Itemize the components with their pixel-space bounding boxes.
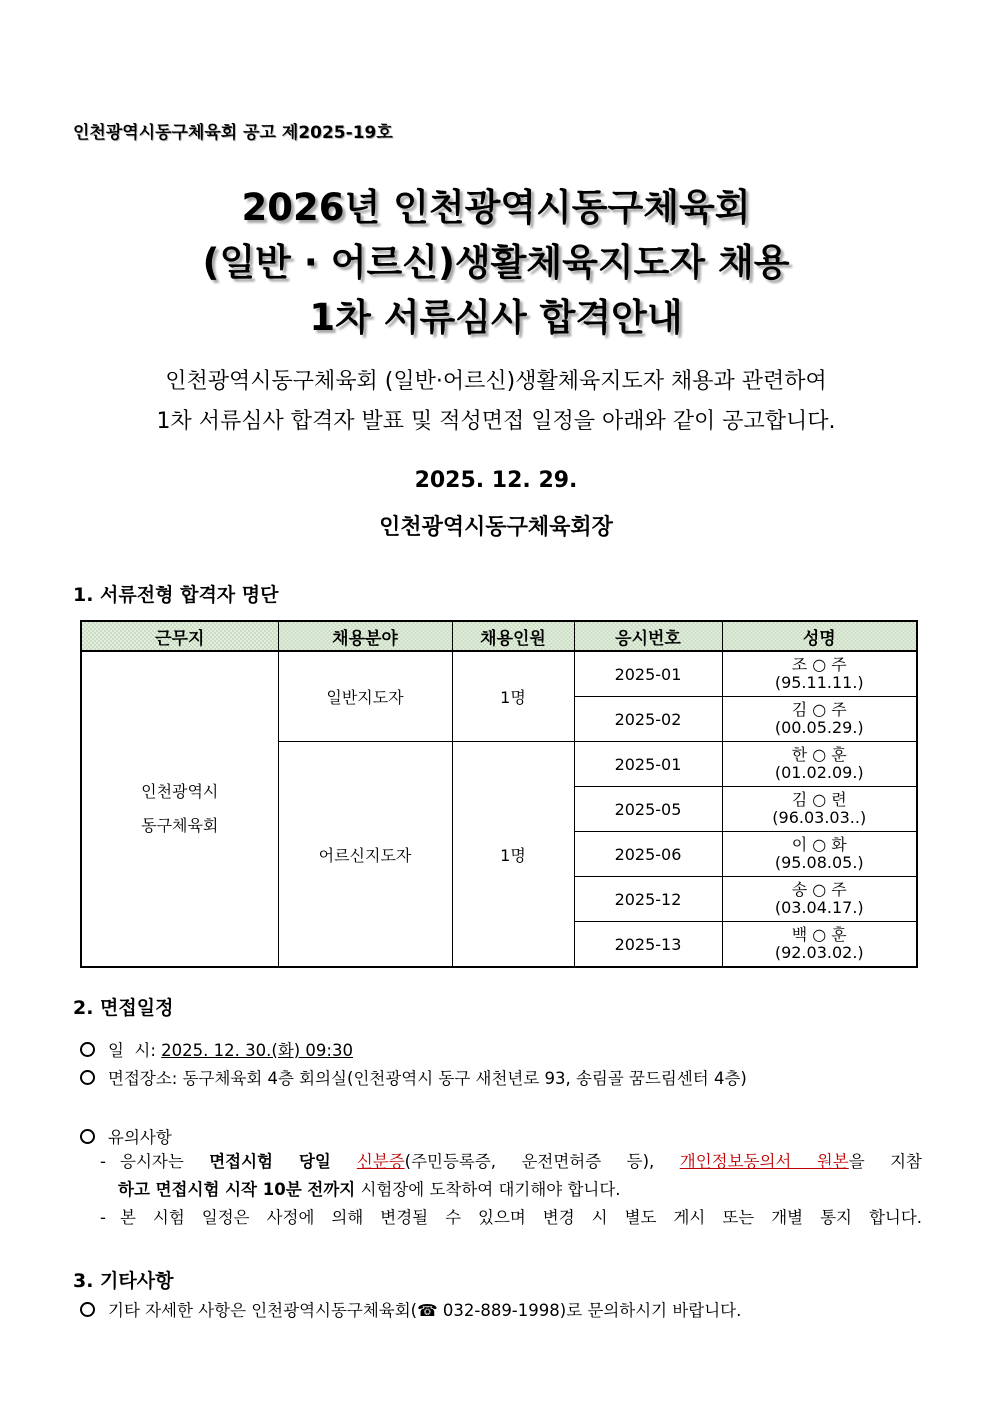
section-3-heading: 3. 기타사항 xyxy=(73,1270,174,1292)
circle-bullet-icon xyxy=(80,1042,95,1057)
applicant-birth: (00.05.29.) xyxy=(774,718,864,737)
datetime-label: 일 시: xyxy=(108,1041,162,1060)
count-cell: 1명 xyxy=(452,742,574,968)
applicant-name: 김 ○ 주 xyxy=(791,700,847,719)
applicant-name: 김 ○ 련 xyxy=(791,790,847,809)
applicant-number: 2025-02 xyxy=(574,697,722,742)
applicant-name-cell xyxy=(722,922,917,968)
header-name: 성명 xyxy=(722,621,917,651)
applicant-name: 조 ○ 주 xyxy=(791,655,847,674)
table-row xyxy=(81,651,917,697)
applicant-number: 2025-13 xyxy=(574,922,722,968)
table-header-row xyxy=(81,621,917,651)
note-1-comma: , xyxy=(649,1152,680,1171)
notes-heading-label: 유의사항 xyxy=(108,1128,172,1147)
section-2-heading: 2. 면접일정 xyxy=(73,997,174,1019)
applicant-number: 2025-01 xyxy=(574,651,722,697)
applicant-name-cell xyxy=(722,651,917,697)
note-1-bold: 면접시험 당일 xyxy=(209,1152,357,1171)
applicant-birth: (01.02.09.) xyxy=(774,763,864,782)
notice-number: 인천광역시동구체육회 공고 제2025-19호 xyxy=(73,123,393,143)
applicant-name: 한 ○ 훈 xyxy=(791,745,847,764)
note-1-line-2 xyxy=(100,1176,922,1204)
applicant-name: 송 ○ 주 xyxy=(791,880,847,899)
note-1-line-1: - 응시자는 면접시험 당일 신분증(주민등록증, 운전면허증 등), 개인정보동의서 원본을 지참 xyxy=(100,1152,922,1171)
note-1-bring: 을 지참 xyxy=(848,1152,922,1171)
note-1-line-2-rest: 시험장에 도착하여 대기해야 합니다. xyxy=(355,1180,621,1199)
note-2-text: 본 시험 일정은 사정에 의해 변경될 수 있으며 변경 시 별도 게시 또는 개별 통지 합니다. xyxy=(120,1208,922,1227)
intro-line-2: 1차 서류심사 합격자 발표 및 적성면접 일정을 아래와 같이 공고합니다. xyxy=(156,409,836,434)
applicant-birth: (95.08.05.) xyxy=(774,853,864,872)
note-1-time-bold: 하고 면접시험 시작 10분 전까지 xyxy=(118,1180,356,1199)
applicant-number: 2025-01 xyxy=(574,742,722,787)
count-cell: 1명 xyxy=(452,651,574,742)
interview-place xyxy=(80,1065,747,1089)
applicant-birth: (96.03.03..) xyxy=(772,808,867,827)
applicant-birth: (95.11.11.) xyxy=(774,673,864,692)
applicant-name: 백 ○ 훈 xyxy=(791,925,847,944)
note-1-text: 응시자는 xyxy=(120,1152,210,1171)
note-2: - 본 시험 일정은 사정에 의해 변경될 수 있으며 변경 시 별도 게시 또는 개별 통지 합니다. xyxy=(100,1208,922,1227)
note-1-id-examples: (주민등록증, 운전면허증 등) xyxy=(404,1152,650,1171)
applicant-name-cell xyxy=(722,832,917,877)
circle-bullet-icon xyxy=(80,1129,95,1144)
note-1-consent-form: 개인정보동의서 원본 xyxy=(679,1152,849,1171)
contact-info xyxy=(80,1297,741,1321)
section-1-heading: 1. 서류전형 합격자 명단 xyxy=(73,584,279,606)
applicant-number: 2025-12 xyxy=(574,877,722,922)
applicant-name: 이 ○ 화 xyxy=(791,835,847,854)
place-value: 동구체육회 4층 회의실(인천광역시 동구 새천년로 93, 송림골 꿈드림센터 4층) xyxy=(182,1069,747,1088)
title-line-1: 2026년 인천광역시동구체육회 xyxy=(241,186,751,229)
applicant-name-cell xyxy=(722,742,917,787)
applicant-name-cell xyxy=(722,877,917,922)
title-line-3: 1차 서류심사 합격안내 xyxy=(309,296,683,339)
header-count: 채용인원 xyxy=(452,621,574,651)
applicant-birth: (92.03.02.) xyxy=(774,943,864,962)
datetime-value: 2025. 12. 30.(화) 09:30 xyxy=(161,1041,353,1060)
notes-heading xyxy=(80,1124,172,1148)
applicant-birth: (03.04.17.) xyxy=(774,898,864,917)
workplace-line-2: 동구체육회 xyxy=(141,816,219,835)
intro-line-1: 인천광역시동구체육회 (일반·어르신)생활체육지도자 채용과 관련하여 xyxy=(165,369,827,394)
applicant-name-cell xyxy=(722,697,917,742)
organization-name: 인천광역시동구체육회장 xyxy=(379,515,613,540)
note-1-id-card: 신분증 xyxy=(356,1152,405,1171)
applicant-number: 2025-06 xyxy=(574,832,722,877)
field-cell: 어르신지도자 xyxy=(278,742,452,968)
circle-bullet-icon xyxy=(80,1070,95,1085)
note-1 xyxy=(100,1148,922,1232)
intro-text xyxy=(0,362,992,442)
contact-text: 기타 자세한 사항은 인천광역시동구체육회(☎ 032-889-1998)로 문의하시기 바랍니다. xyxy=(108,1301,742,1320)
circle-bullet-icon xyxy=(80,1302,95,1317)
applicant-name-cell xyxy=(722,787,917,832)
passed-candidates-table xyxy=(80,620,918,968)
workplace-cell xyxy=(81,651,278,967)
field-cell: 일반지도자 xyxy=(278,651,452,742)
interview-datetime xyxy=(80,1037,353,1061)
header-workplace: 근무지 xyxy=(81,621,278,651)
page-title xyxy=(0,180,992,345)
header-field: 채용분야 xyxy=(278,621,452,651)
workplace-line-1: 인천광역시 xyxy=(141,782,219,801)
place-label: 면접장소: xyxy=(108,1069,183,1088)
header-applicant-number: 응시번호 xyxy=(574,621,722,651)
announcement-date: 2025. 12. 29. xyxy=(414,468,578,493)
applicant-number: 2025-05 xyxy=(574,787,722,832)
title-line-2: (일반 · 어르신)생활체육지도자 채용 xyxy=(202,241,790,284)
